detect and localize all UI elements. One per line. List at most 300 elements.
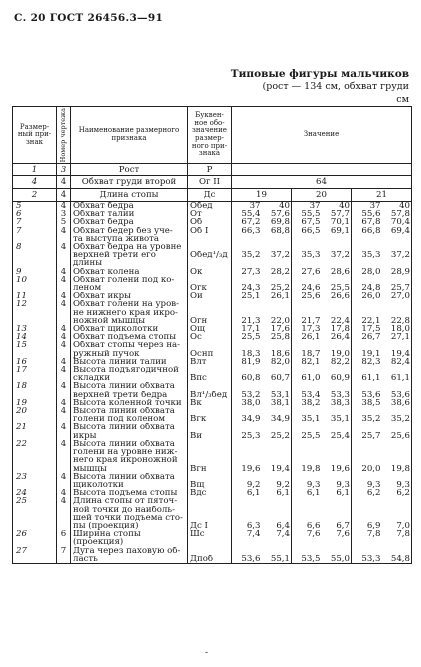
feature-name: Высота подъягодичной — [71, 366, 188, 374]
value-cell: 34,9 — [232, 415, 262, 423]
table-row — [13, 489, 412, 497]
value-cell: 61,1 — [382, 374, 412, 382]
value-cell: 19,1 — [352, 350, 382, 358]
value-cell: 6,4 — [276, 521, 290, 531]
table-row — [13, 292, 412, 300]
value-cell — [382, 497, 412, 505]
value-cell — [262, 300, 292, 308]
value-cell: 25,6 — [292, 292, 322, 300]
feature-code: Вгк — [188, 415, 232, 423]
value-cell — [382, 456, 412, 464]
feature-code: Влт — [188, 358, 232, 366]
value-cell — [292, 341, 322, 349]
value-cell: 70,1 — [330, 218, 350, 227]
value-cell: 17,8 — [330, 325, 350, 334]
value-cell: 38,5 — [352, 399, 382, 407]
feature-number — [13, 465, 57, 473]
feature-number: 10 — [13, 276, 57, 284]
chest-row: 4 4 Обхват груди второй Ог II 64 — [13, 176, 412, 189]
value-cell — [262, 366, 292, 374]
feature-code: Вгн — [188, 465, 232, 473]
feature-name: Обхват голени на уров- — [71, 300, 188, 308]
table-row — [13, 440, 412, 448]
feature-name: Высота линии талии — [71, 358, 188, 366]
feature-name: Ширина стопы (проекция) — [71, 530, 188, 546]
chart-number: 4 — [57, 292, 71, 300]
value-cell — [322, 506, 352, 514]
feature-name: мышцы — [71, 465, 188, 473]
value-cell: 26,7 — [352, 333, 382, 341]
value-cell — [262, 235, 292, 243]
value-cell: 19,0 — [330, 349, 350, 358]
feature-code: Оснп — [188, 350, 232, 358]
feature-number: 23 — [13, 473, 57, 481]
value-cell: 9,3 — [382, 481, 412, 489]
value-cell: 82,0 — [270, 357, 290, 367]
table-subtitle-unit: см — [396, 94, 409, 105]
chart-number: 4 — [57, 407, 71, 415]
value-cell: 21,3 — [232, 317, 262, 325]
feature-code: От — [188, 210, 232, 218]
feature-code: Вл¹/₃бед — [188, 391, 232, 399]
value-cell: 70,4 — [382, 218, 412, 226]
feature-code — [188, 514, 232, 522]
value-cell — [382, 366, 412, 374]
value-cell: 6,7 — [336, 521, 350, 531]
value-cell: 6,3 — [232, 522, 262, 530]
table-row — [13, 210, 412, 218]
feature-code — [188, 440, 232, 448]
feature-number: 16 — [13, 358, 57, 366]
value-cell: 9,3 — [336, 480, 350, 490]
feature-name: Высота линии обхвата — [71, 440, 188, 448]
value-cell — [352, 456, 382, 464]
value-cell — [292, 407, 322, 415]
value-cell: 57,7 — [330, 210, 350, 219]
value-cell: 18,3 — [232, 350, 262, 358]
feature-name: голени на уровне ниж- — [71, 448, 188, 456]
chart-number: 4 — [57, 473, 71, 481]
value-cell: 21,7 — [292, 317, 322, 325]
chart-number: 5 — [57, 218, 71, 226]
feature-number: 5 — [13, 202, 57, 211]
feature-code — [188, 309, 232, 317]
value-cell — [382, 506, 412, 514]
value-cell — [322, 514, 352, 522]
feature-name: Обхват талии — [71, 210, 188, 218]
value-cell — [292, 366, 322, 374]
value-cell — [352, 506, 382, 514]
value-cell — [322, 309, 352, 317]
feature-code: Шс — [188, 530, 232, 546]
feature-code: Ос — [188, 333, 232, 341]
value-cell — [352, 235, 382, 243]
value-cell: 67,8 — [352, 218, 382, 226]
value-cell: 6,1 — [292, 489, 322, 497]
table-row — [13, 243, 412, 251]
value-cell: 35,1 — [330, 415, 350, 424]
value-cell: 67,5 — [292, 218, 322, 226]
chart-number: 4 — [57, 399, 71, 407]
value-cell: 66,8 — [352, 227, 382, 235]
value-cell — [232, 235, 262, 243]
value-cell — [292, 309, 322, 317]
value-cell: 19,8 — [292, 465, 322, 473]
value-cell: 25,6 — [382, 432, 412, 440]
value-cell: 18,6 — [270, 349, 290, 358]
table-row — [13, 341, 412, 349]
feature-code — [188, 448, 232, 456]
value-cell: 66,5 — [292, 227, 322, 235]
feature-number: 18 — [13, 382, 57, 390]
table-row — [13, 317, 412, 325]
value-cell — [292, 243, 322, 251]
value-cell: 82,2 — [330, 357, 350, 367]
value-cell: 6,1 — [276, 489, 290, 498]
feature-number — [13, 235, 57, 243]
table-row — [13, 391, 412, 399]
feature-name: та выступа живота — [71, 235, 188, 243]
value-cell: 6,6 — [292, 522, 322, 530]
feature-name: икры — [71, 432, 188, 440]
value-cell: 18,0 — [382, 325, 412, 333]
value-cell — [292, 440, 322, 448]
value-cell: 35,2 — [382, 415, 412, 423]
value-cell: 7,8 — [352, 530, 382, 546]
value-cell: 7,8 — [382, 530, 412, 546]
chart-number — [57, 506, 71, 514]
value-cell: 37,2 — [270, 251, 290, 261]
feature-name: ружный пучок — [71, 350, 188, 358]
feature-code: Вдс — [188, 489, 232, 497]
value-cell — [262, 456, 292, 464]
value-cell: 53,1 — [270, 390, 290, 399]
feature-name: Обхват бедра — [71, 202, 188, 211]
feature-name: ной точки до наиболь- — [71, 506, 188, 514]
value-cell — [322, 243, 352, 251]
table-row — [13, 251, 412, 267]
feature-number: 6 — [13, 210, 57, 218]
value-cell — [322, 547, 352, 555]
value-cell: 54,8 — [382, 555, 412, 564]
value-cell: 25,8 — [270, 333, 290, 342]
feature-code — [188, 366, 232, 374]
value-cell: 25,7 — [382, 284, 412, 292]
value-cell: 35,3 — [292, 251, 322, 267]
value-cell: 53,4 — [292, 391, 322, 399]
value-cell: 26,1 — [292, 333, 322, 341]
feature-number: 26 — [13, 530, 57, 546]
value-cell — [322, 448, 352, 456]
chart-number: 4 — [57, 440, 71, 448]
value-cell — [232, 547, 262, 555]
value-cell: 25,2 — [270, 431, 290, 440]
chart-number — [57, 448, 71, 456]
chart-number: 4 — [57, 341, 71, 349]
feature-name: Обхват икры — [71, 292, 188, 300]
feature-code — [188, 407, 232, 415]
value-cell: 25,1 — [232, 292, 262, 300]
value-cell — [292, 514, 322, 522]
table-row — [13, 350, 412, 358]
feature-code — [188, 300, 232, 308]
value-cell — [382, 423, 412, 431]
value-cell: 27,1 — [382, 333, 412, 341]
table-row — [13, 399, 412, 407]
feature-number — [13, 391, 57, 399]
value-cell: 6,2 — [382, 489, 412, 497]
feature-number — [13, 456, 57, 464]
value-cell — [382, 407, 412, 415]
feature-number: 25 — [13, 497, 57, 505]
value-cell: 82,1 — [292, 358, 322, 366]
table-row — [13, 465, 412, 473]
value-cell — [232, 440, 262, 448]
feature-number — [13, 415, 57, 423]
value-cell: 17,1 — [232, 325, 262, 333]
value-cell: 25,5 — [292, 432, 322, 440]
table-row — [13, 284, 412, 292]
value-cell — [292, 547, 322, 555]
col-header-name: Наименование размерного признака — [71, 107, 188, 164]
feature-code: Ок — [188, 268, 232, 276]
feature-code — [188, 423, 232, 431]
feature-code — [188, 473, 232, 481]
chart-number: 7 — [57, 547, 71, 555]
value-cell: 7,0 — [382, 522, 412, 530]
value-cell: 35,2 — [232, 251, 262, 267]
value-cell — [352, 243, 382, 251]
feature-name: Обхват бедра — [71, 218, 188, 226]
feature-number — [13, 374, 57, 382]
value-cell: 35,2 — [352, 415, 382, 423]
feature-number — [13, 251, 57, 267]
measurements-table — [12, 106, 412, 564]
value-cell — [262, 243, 292, 251]
value-cell: 22,1 — [352, 317, 382, 325]
feature-name: Высота линии обхвата — [71, 423, 188, 431]
value-cell — [262, 309, 292, 317]
chart-number — [57, 391, 71, 399]
feature-number: 14 — [13, 333, 57, 341]
chart-number: 4 — [57, 333, 71, 341]
value-cell: 24,6 — [292, 284, 322, 292]
value-cell — [322, 407, 352, 415]
value-cell — [232, 309, 262, 317]
value-cell: 60,9 — [330, 374, 350, 383]
value-cell — [262, 448, 292, 456]
chart-number — [57, 555, 71, 564]
value-cell: 57,6 — [270, 210, 290, 219]
value-cell — [322, 300, 352, 308]
value-cell: 81,9 — [232, 358, 262, 366]
value-cell: 38,2 — [292, 399, 322, 407]
feature-name: пы (проекция) — [71, 522, 188, 530]
value-cell: 17,5 — [352, 325, 382, 333]
table-row — [13, 522, 412, 530]
feature-number: 9 — [13, 268, 57, 276]
feature-name: него края икроножной — [71, 456, 188, 464]
value-cell: 18,7 — [292, 350, 322, 358]
value-cell: 53,6 — [352, 391, 382, 399]
value-cell: 53,3 — [330, 390, 350, 399]
chart-number: 4 — [57, 489, 71, 497]
value-cell — [262, 473, 292, 481]
value-cell — [322, 473, 352, 481]
feature-name: Обхват щиколотки — [71, 325, 188, 333]
feature-code: Впс — [188, 374, 232, 382]
value-cell — [322, 423, 352, 431]
value-cell: 9,2 — [232, 481, 262, 489]
feature-number: 13 — [13, 325, 57, 333]
value-cell — [232, 382, 262, 390]
value-cell — [292, 300, 322, 308]
feature-number — [13, 555, 57, 564]
value-cell: 19,8 — [382, 465, 412, 473]
value-cell — [322, 497, 352, 505]
feature-name: ласть — [71, 555, 188, 564]
table-row — [13, 473, 412, 481]
feature-code: Об I — [188, 227, 232, 235]
value-cell: 69,4 — [382, 227, 412, 235]
value-cell: 26,1 — [270, 292, 290, 301]
col-header-value: Значение — [232, 107, 412, 164]
value-cell: 17,6 — [270, 325, 290, 334]
feature-name: Обхват бедра на уровне — [71, 243, 188, 251]
page-header: С. 20 ГОСТ 26456.3—91 — [14, 12, 164, 24]
feature-name: Длина стопы от пяточ- — [71, 497, 188, 505]
value-cell: 66,3 — [232, 227, 262, 235]
value-cell: 19,6 — [232, 465, 262, 473]
chart-number — [57, 317, 71, 325]
value-cell: 40 — [339, 201, 350, 211]
value-cell: 25,4 — [330, 431, 350, 440]
chart-number: 4 — [57, 382, 71, 390]
value-cell: 37 — [292, 202, 322, 211]
feature-code: Ви — [188, 432, 232, 440]
chart-number — [57, 432, 71, 440]
value-cell — [352, 407, 382, 415]
value-cell: 37,2 — [382, 251, 412, 267]
feature-name: Дуга через паховую об- — [71, 547, 188, 555]
feature-code — [188, 235, 232, 243]
feature-code: Ои — [188, 292, 232, 300]
value-cell — [232, 300, 262, 308]
value-cell: 69,1 — [330, 226, 350, 235]
col-header-feature: Размер-ный при-знак — [13, 107, 57, 164]
value-cell: 55,6 — [352, 210, 382, 218]
value-cell — [322, 456, 352, 464]
feature-number — [13, 284, 57, 292]
chart-number: 4 — [57, 243, 71, 251]
value-cell: 25,5 — [232, 333, 262, 341]
value-cell — [382, 440, 412, 448]
feature-number — [13, 309, 57, 317]
feature-code: Ощ — [188, 325, 232, 333]
value-cell — [352, 341, 382, 349]
value-cell — [232, 497, 262, 505]
table-row — [13, 309, 412, 317]
value-cell: 7,6 — [292, 530, 322, 546]
feature-name: верхней трети бедра — [71, 391, 188, 399]
value-cell: 22,4 — [330, 316, 350, 326]
value-cell: 6,9 — [352, 522, 382, 530]
value-cell: 26,6 — [330, 292, 350, 301]
value-cell — [262, 423, 292, 431]
value-cell: 55,0 — [322, 555, 352, 564]
value-cell — [262, 497, 292, 505]
table-row — [13, 432, 412, 440]
feature-name: Высота линии обхвата — [71, 407, 188, 415]
col-header-chart: Номер чертежа — [57, 107, 71, 164]
feature-name: Обхват бедер без уче- — [71, 227, 188, 235]
value-cell — [232, 506, 262, 514]
value-cell: 53,2 — [232, 391, 262, 399]
value-cell: 7,6 — [336, 530, 350, 540]
feature-code: Вк — [188, 399, 232, 407]
table-row — [13, 415, 412, 423]
value-cell — [262, 407, 292, 415]
feature-code: Огк — [188, 284, 232, 292]
value-cell — [352, 423, 382, 431]
feature-name: Обхват колена — [71, 268, 188, 276]
value-cell: 37 — [232, 202, 262, 211]
feature-number: 7 — [13, 218, 57, 226]
value-cell: 27,0 — [382, 292, 412, 300]
value-cell — [352, 382, 382, 390]
value-cell — [352, 547, 382, 555]
feature-number: 22 — [13, 440, 57, 448]
chart-number — [57, 284, 71, 292]
chart-number — [57, 514, 71, 522]
value-cell: 57,8 — [382, 210, 412, 218]
value-cell: 60,7 — [270, 374, 290, 383]
value-cell: 9,3 — [292, 481, 322, 489]
feature-code: Дпоб — [188, 555, 232, 564]
value-cell: 28,9 — [382, 268, 412, 276]
value-cell: 34,9 — [270, 415, 290, 424]
value-cell — [322, 276, 352, 284]
value-cell — [262, 547, 292, 555]
chart-number — [57, 309, 71, 317]
chart-number: 4 — [57, 423, 71, 431]
feature-code — [188, 243, 232, 251]
table-row — [13, 555, 412, 564]
value-cell: 61,1 — [352, 374, 382, 382]
value-cell: 7,4 — [276, 530, 290, 540]
page-number: - — [205, 648, 209, 658]
table-row — [13, 366, 412, 374]
feature-number: 20 — [13, 407, 57, 415]
value-cell — [232, 473, 262, 481]
value-cell — [292, 423, 322, 431]
feature-number — [13, 522, 57, 530]
feature-name: леном — [71, 284, 188, 292]
value-cell: 28,0 — [352, 268, 382, 276]
value-cell — [262, 440, 292, 448]
chart-number: 4 — [57, 202, 71, 211]
value-cell — [382, 341, 412, 349]
value-cell: 27,6 — [292, 268, 322, 276]
table-row — [13, 514, 412, 522]
feature-name: верхней трети его длины — [71, 251, 188, 267]
table-row — [13, 325, 412, 333]
value-cell — [382, 300, 412, 308]
chart-number — [57, 415, 71, 423]
table-row — [13, 448, 412, 456]
value-cell — [352, 473, 382, 481]
value-cell — [352, 366, 382, 374]
